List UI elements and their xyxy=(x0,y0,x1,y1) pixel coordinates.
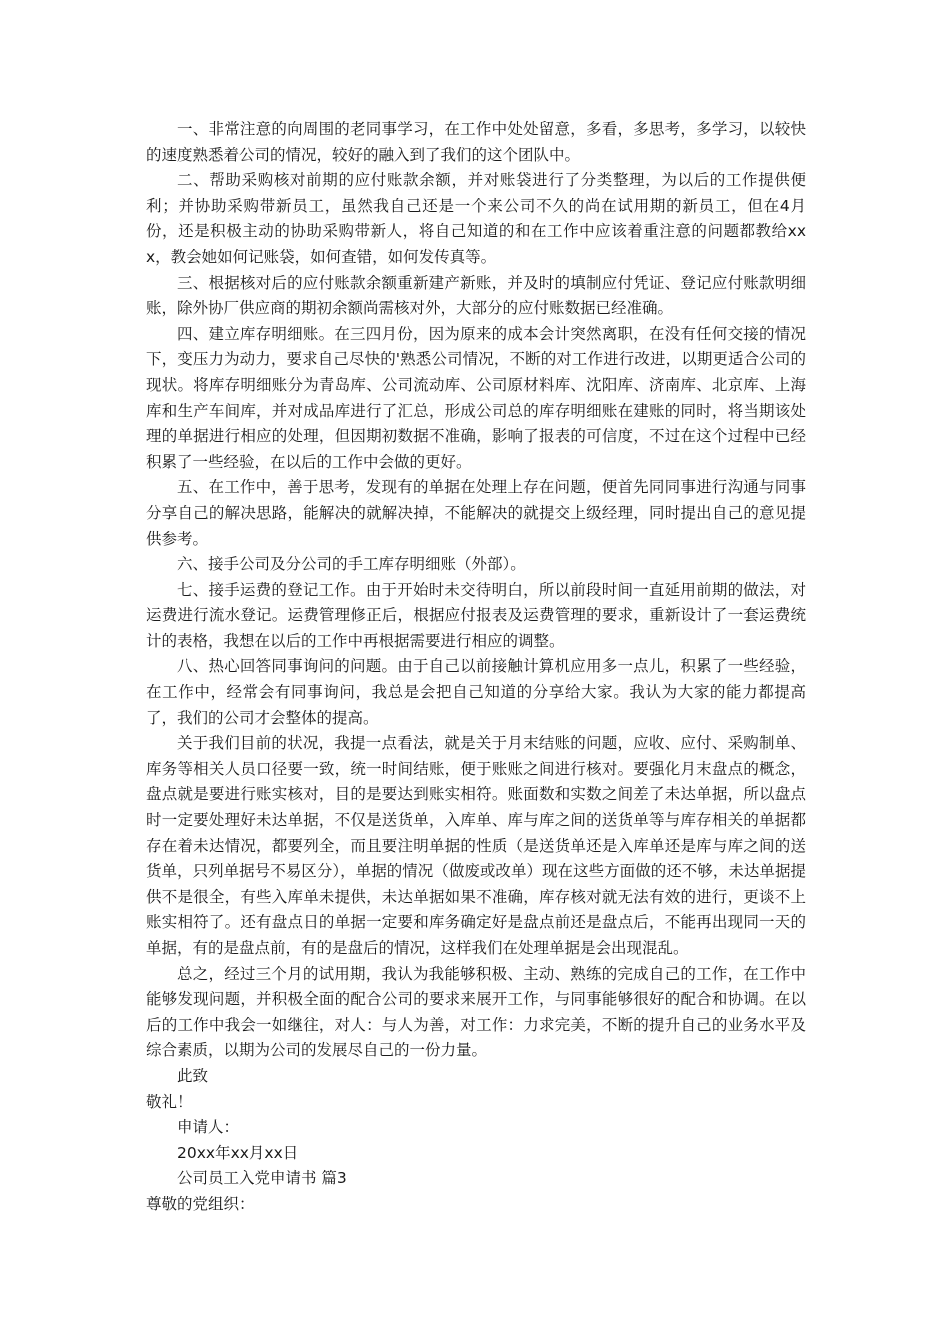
paragraph-10: 总之，经过三个月的试用期，我认为我能够积极、主动、熟练的完成自己的工作，在工作中能够发现问题，并积极全面的配合公司的要求来展开工作，与同事能够很好的配合和协调。在以后的工作中我会一如继往，对人：与人为善，对工作：力求完美，不断的提升自己的业务水平及综合素质，以期为公司的发展尽自己的一份力量。 xyxy=(146,964,806,1060)
paragraph-6: 六、接手公司及分公司的手工库存明细账（外部）。 xyxy=(177,555,526,574)
document-page xyxy=(146,117,806,1218)
paragraph-5: 五、在工作中，善于思考，发现有的单据在处理上存在问题，便首先同同事进行沟通与同事分享自己的解决思路，能解决的就解决掉，不能解决的就提交上级经理，同时提出自己的意见提供参考。 xyxy=(146,478,806,548)
closing-respect: 敬礼！ xyxy=(146,1092,193,1111)
paragraph-2: 二、帮助采购核对前期的应付账款余额，并对账袋进行了分类整理，为以后的工作提供便利；并协助采购带新员工，虽然我自己还是一个来公司不久的尚在试用期的新员工，但在4月份，还是积极主动的协助采购带新人，将自己知道的和在工作中应该着重注意的问题都教给xxx，教会她如何记账袋，如何查错，如何发传真等。 xyxy=(146,171,806,266)
application-date: 20xx年xx月xx日 xyxy=(177,1143,299,1162)
paragraph-3: 三、根据核对后的应付账款余额重新建产新账，并及时的填制应付凭证、登记应付账款明细账，除外协厂供应商的期初余额尚需核对外，大部分的应付账数据已经准确。 xyxy=(146,273,806,318)
paragraph-4: 四、建立库存明细账。在三四月份，因为原来的成本会计突然离职，在没有任何交接的情况下，变压力为动力，要求自己尽快的'熟悉公司情况，不断的对工作进行改进，以期更适合公司的现状。将库存明细账分为青岛库、公司流动库、公司原材料库、沈阳库、济南库、北京库、上海库和生产车间库，并对成品库进行了汇总，形成公司总的库存明细账在建账的同时，将当期该处理的单据进行相应的处理，但因期初数据不准确，影响了报表的可信度，不过在这个过程中已经积累了一些经验，在以后的工作中会做的更好。 xyxy=(146,324,806,471)
applicant-label: 申请人： xyxy=(177,1118,240,1137)
paragraph-1: 一、非常注意的向周围的老同事学习，在工作中处处留意，多看，多思考，多学习，以较快的速度熟悉着公司的情况，较好的融入到了我们的这个团队中。 xyxy=(146,120,806,164)
next-document-title: 公司员工入党申请书 篇3 xyxy=(177,1169,347,1188)
paragraph-8: 八、热心回答同事询问的问题。由于自己以前接触计算机应用多一点儿，积累了一些经验，在工作中，经常会有同事询问，我总是会把自己知道的分享给大家。我认为大家的能力都提高了，我们的公司才会整体的提高。 xyxy=(146,657,806,727)
next-document-greeting: 尊敬的党组织： xyxy=(146,1194,255,1213)
paragraph-7: 七、接手运费的登记工作。由于开始时未交待明白，所以前段时间一直延用前期的做法，对运费进行流水登记。运费管理修正后，根据应付报表及运费管理的要求，重新设计了一套运费统计的表格，我想在以后的工作中再根据需要进行相应的调整。 xyxy=(146,580,806,650)
paragraph-9: 关于我们目前的状况，我提一点看法，就是关于月末结账的问题，应收、应付、采购制单、库务等相关人员口径要一致，统一时间结账，便于账账之间进行核对。要强化月末盘点的概念，盘点就是要进行账实核对，目的是要达到账实相符。账面数和实数之间差了未达单据，所以盘点时一定要处理好未达单据，不仅是送货单，入库单、库与库之间的送货单等与库存相关的单据都存在着未达情况，都要列全，而且要注明单据的性质（是送货单还是入库单还是库与库之间的送货单，只列单据号不易区分），单据的情况（做废或改单）现在这些方面做的还不够，未达单据提供不是很全，有些入库单未提供，未达单据如果不准确，库存核对就无法有效的进行，更谈不上账实相符了。还有盘点日的单据一定要和库务确定好是盘点前还是盘点后，不能再出现同一天的单据，有的是盘点前，有的是盘后的情况，这样我们在处理单据是会出现混乱。 xyxy=(146,734,806,957)
closing-salutation: 此致 xyxy=(177,1066,209,1085)
